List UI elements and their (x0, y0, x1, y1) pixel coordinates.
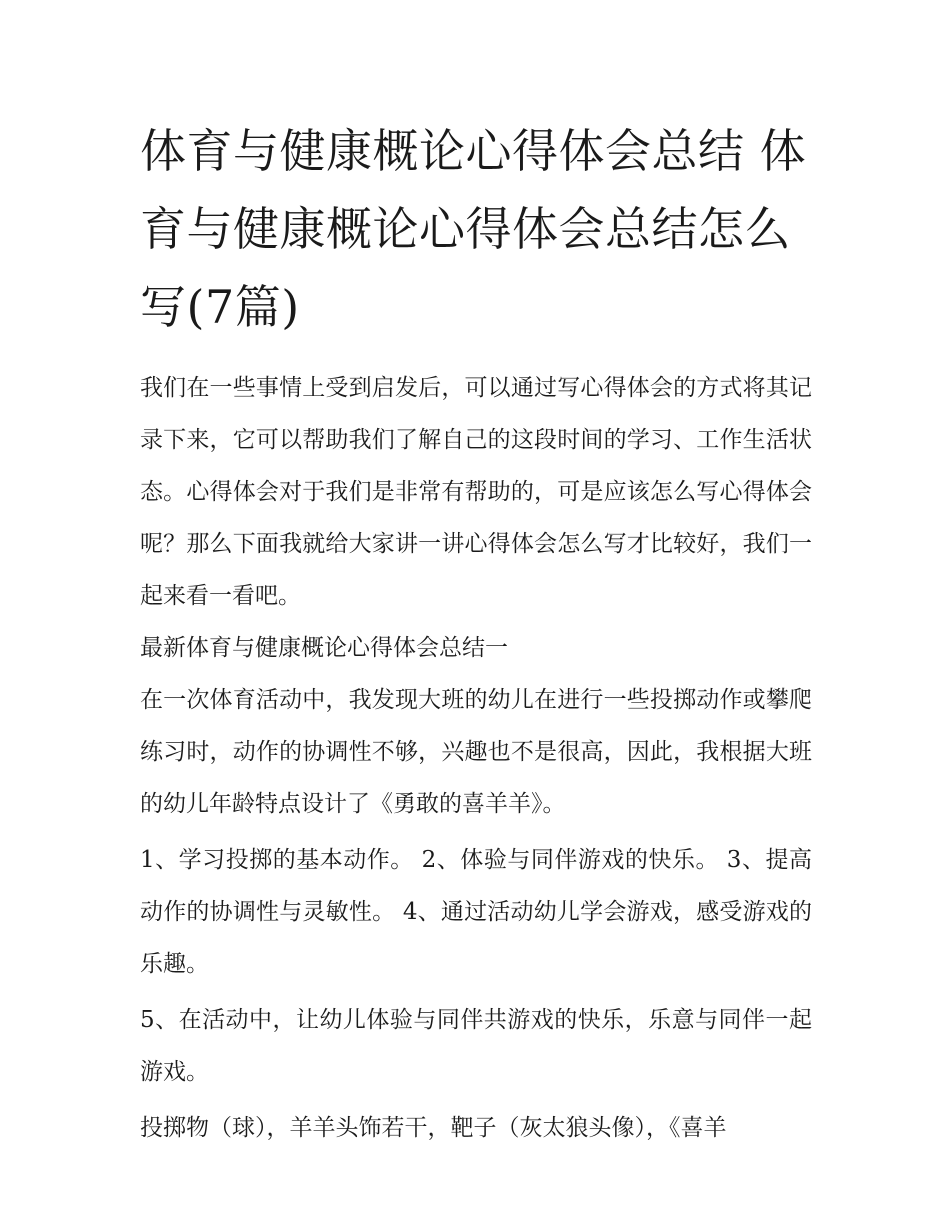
materials-paragraph: 投掷物（球），羊羊头饰若干，靶子（灰太狼头像），《喜羊 (140, 1115, 727, 1141)
goals-paragraph: 1、学习投掷的基本动作。 2、体验与同伴游戏的快乐。 3、提高动作的协调性与灵敏性。 4、通过活动幼儿学会游戏，感受游戏的乐趣。 (140, 847, 812, 977)
intro-paragraph: 我们在一些事情上受到启发后，可以通过写心得体会的方式将其记录下来，它可以帮助我们了解自己的这段时间的学习、工作生活状态。心得体会对于我们是非常有帮助的，可是应该怎么写心得体会呢？那么下面我就给大家讲一讲心得体会怎么写才比较好，我们一起来看一看吧。 (140, 375, 812, 609)
document-title: 体育与健康概论心得体会总结 体育与健康概论心得体会总结怎么写(7篇) (140, 124, 807, 334)
document-page (140, 112, 812, 1154)
body-paragraph: 在一次体育活动中，我发现大班的幼儿在进行一些投掷动作或攀爬练习时，动作的协调性不够，兴趣也不是很高，因此，我根据大班的幼儿年龄特点设计了《勇敢的喜羊羊》。 (140, 687, 812, 817)
section-heading: 最新体育与健康概论心得体会总结一 (140, 635, 508, 661)
goal-five-paragraph: 5、在活动中，让幼儿体验与同伴共游戏的快乐，乐意与同伴一起游戏。 (140, 1007, 812, 1085)
